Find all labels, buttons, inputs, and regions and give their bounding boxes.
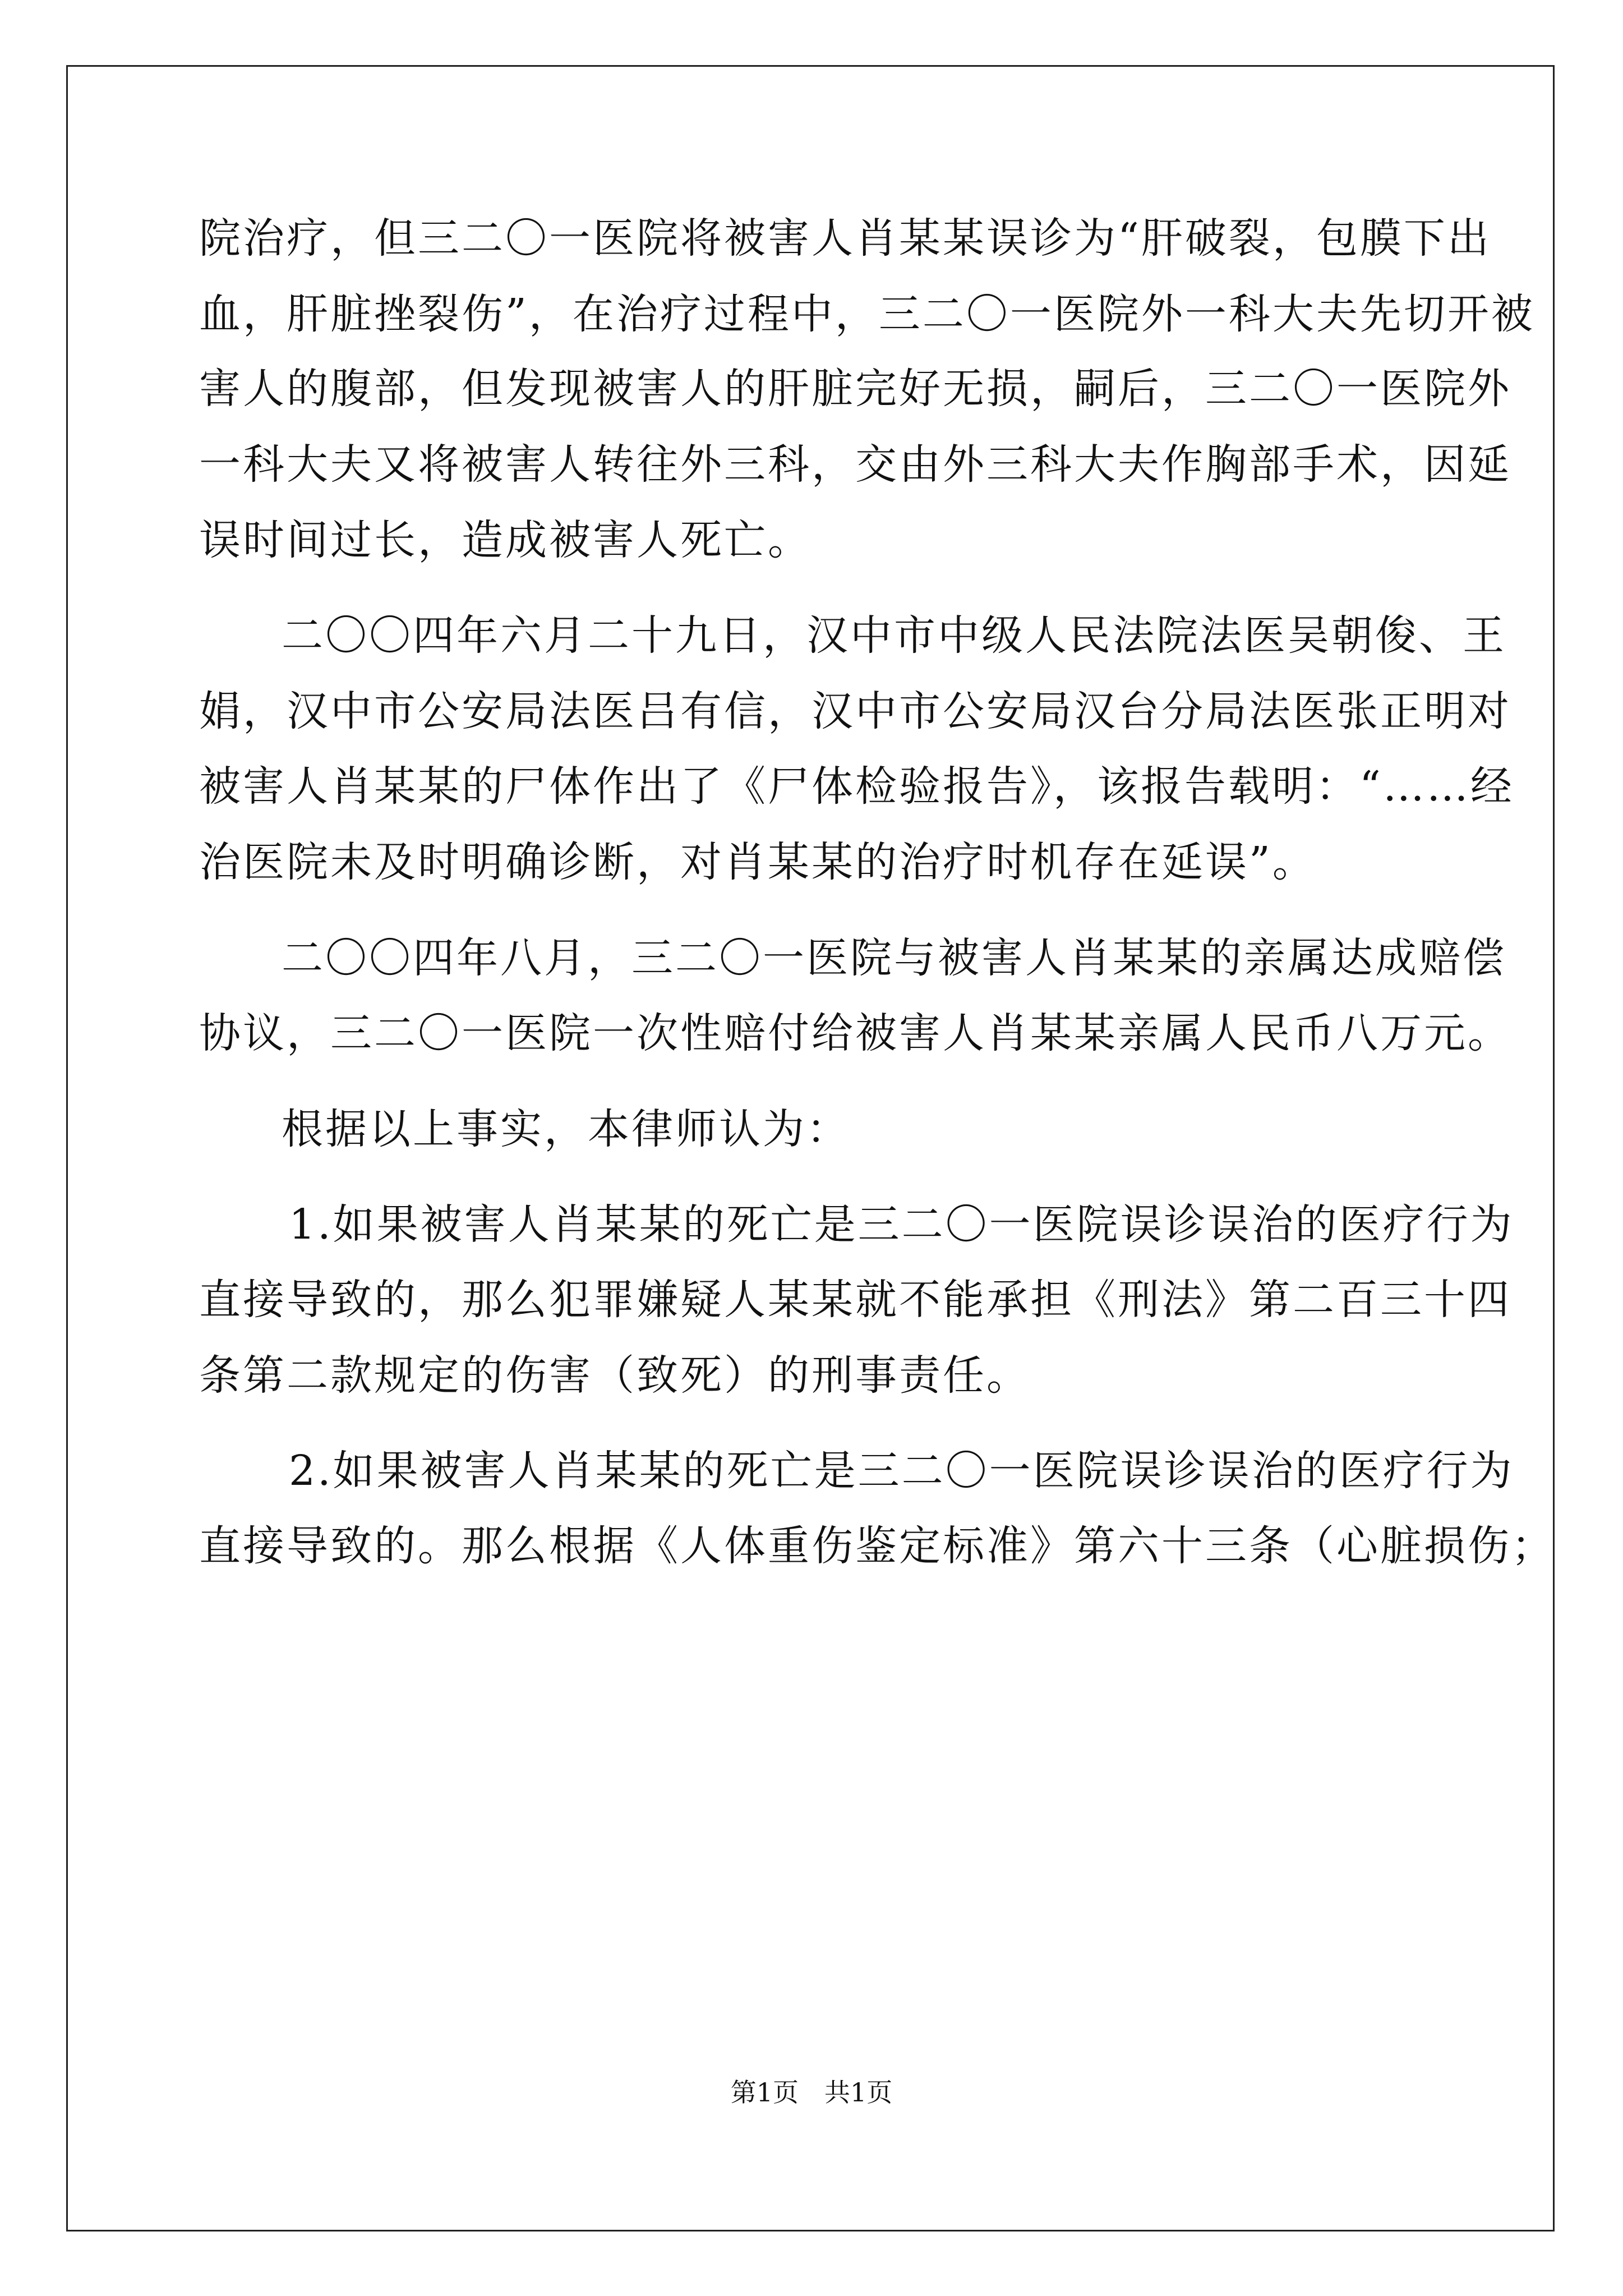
- text-line: 血，肝脏挫裂伤”，在治疗过程中，三二〇一医院外一科大夫先切开被: [199, 290, 1535, 338]
- text-line: 害人的腹部，但发现被害人的肝脏完好无损，嗣后，三二〇一医院外: [199, 365, 1511, 413]
- paragraph-start-line: 二〇〇四年六月二十九日，汉中市中级人民法院法医吴朝俊、王: [282, 611, 1506, 660]
- text-line: 直接导致的。那么根据《人体重伤鉴定标准》第六十三条（心脏损伤；: [199, 1522, 1555, 1570]
- text-line: 一科大夫又将被害人转往外三科，交由外三科大夫作胸部手术，因延: [199, 440, 1511, 489]
- list-item-line: 2.如果被害人肖某某的死亡是三二〇一医院误诊误治的医疗行为: [289, 1447, 1514, 1495]
- page-footer: 第1页 共1页: [730, 2077, 893, 2108]
- text-line: 条第二款规定的伤害（致死）的刑事责任。: [199, 1351, 1030, 1400]
- paragraph-start-line: 根据以上事实，本律师认为：: [282, 1105, 850, 1153]
- text-line: 协议，三二〇一医院一次性赔付给被害人肖某某亲属人民币八万元。: [199, 1009, 1511, 1057]
- text-line: 被害人肖某某的尸体作出了《尸体检验报告》，该报告载明：“……经: [199, 762, 1514, 811]
- text-line: 直接导致的，那么犯罪嫌疑人某某就不能承担《刑法》第二百三十四: [199, 1276, 1511, 1324]
- list-item-line: 1.如果被害人肖某某的死亡是三二〇一医院误诊误治的医疗行为: [289, 1200, 1514, 1249]
- text-line: 院治疗，但三二〇一医院将被害人肖某某误诊为“肝破裂，包膜下出: [199, 214, 1491, 263]
- paragraph-start-line: 二〇〇四年八月，三二〇一医院与被害人肖某某的亲属达成赔偿: [282, 934, 1506, 982]
- text-line: 误时间过长，造成被害人死亡。: [199, 516, 811, 564]
- text-line: 娟，汉中市公安局法医吕有信，汉中市公安局汉台分局法医张正明对: [199, 687, 1511, 735]
- text-line: 治医院未及时明确诊断，对肖某某的治疗时机存在延误”。: [199, 838, 1316, 886]
